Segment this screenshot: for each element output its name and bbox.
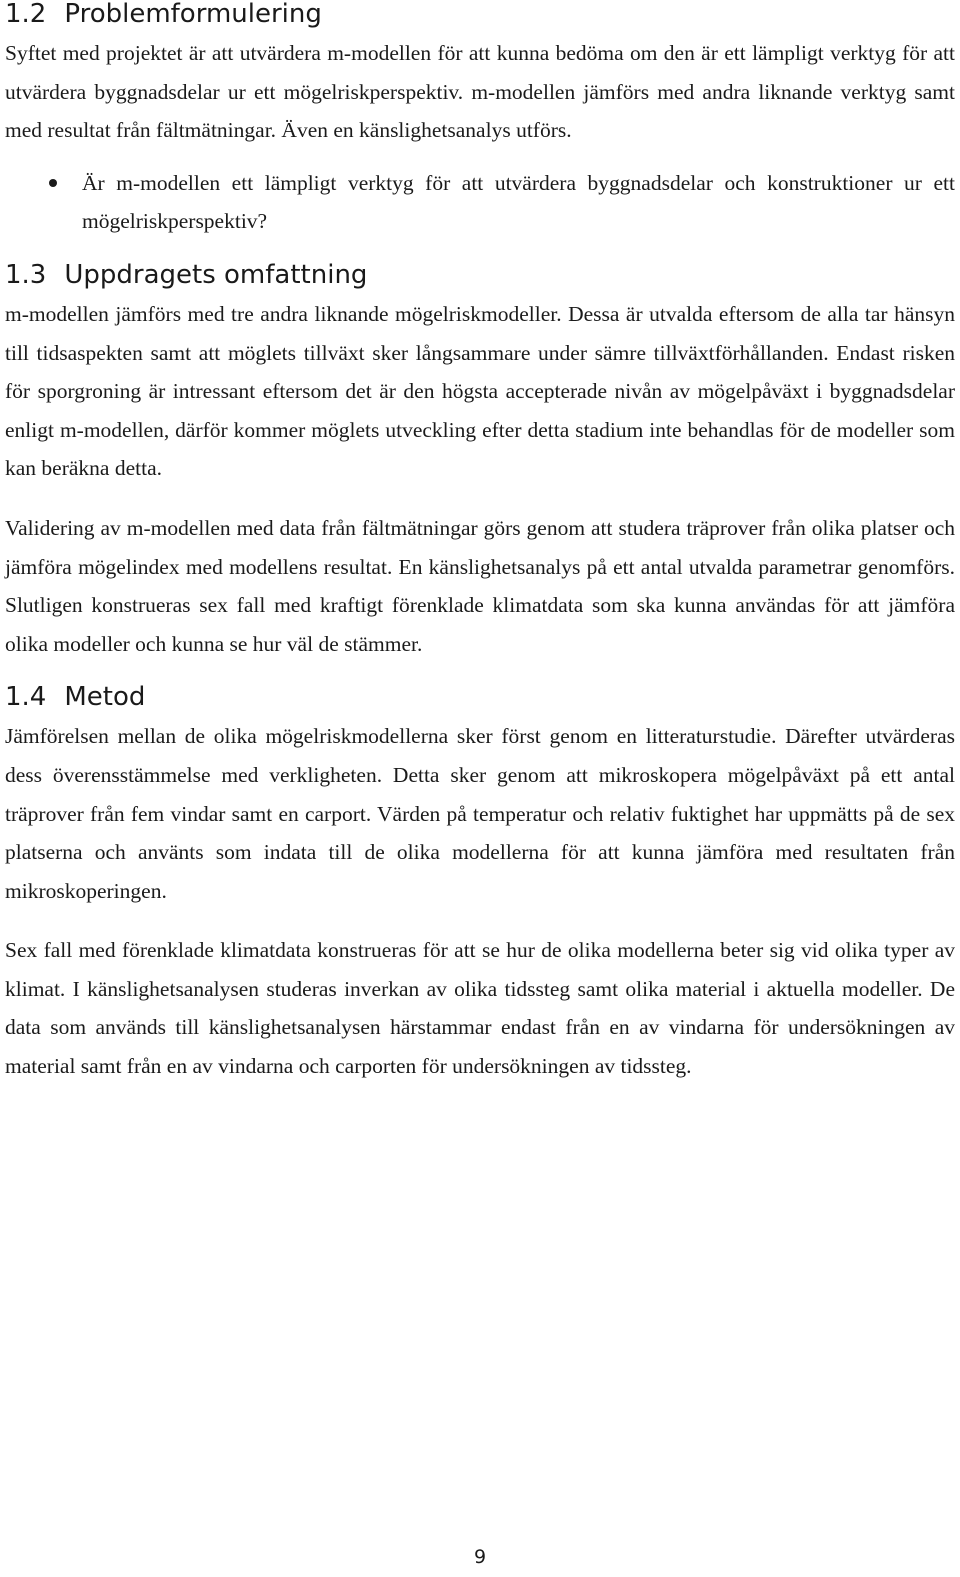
paragraph: m-modellen jämförs med tre andra liknande mögelriskmodeller. Dessa är utvalda eftersom de alla tar hänsyn till tidsaspekten samt att möglets tillväxt sker långsammare under sämre tillväxtförhållanden. Endast risken för sporgroning är intressant eftersom det är den högsta accepterade nivån av mögelpåväxt i byggnadsdelar enligt m-modellen, därför kommer möglets utveckling efter detta stadium inte behandlas för de modeller som kan beräkna detta. [5, 301, 955, 481]
section-title: Problemformulering [64, 0, 322, 29]
document-page [5, 0, 955, 1086]
page-number: 9 [473, 1546, 487, 1568]
paragraph: Validering av m-modellen med data från fältmätningar görs genom att studera träprover från olika platser och jämföra mögelindex med modellens resultat. En känslighetsanalys på ett antal utvalda parametrar genomförs. Slutligen konstrueras sex fall med kraftigt förenklade klimatdata som ska kunna användas för att jämföra olika modeller och kunna se hur väl de stämmer. [5, 515, 955, 656]
paragraph: Sex fall med förenklade klimatdata konstrueras för att se hur de olika modellerna beter sig vid olika typer av klimat. I känslighetsanalysen studeras inverkan av olika tidssteg samt olika material i aktuella modeller. De data som används till känslighetsanalysen härstammar endast från en av vindarna för undersökningen av material samt från en av vindarna och carporten för undersökningen av tidssteg. [5, 938, 955, 1079]
bullet-icon [49, 179, 57, 187]
bullet-list [5, 164, 955, 241]
section-heading-uppdragets-omfattning [5, 261, 955, 289]
bullet-text: Är m-modellen ett lämpligt verktyg för att utvärdera byggnadsdelar och konstruktioner ur ett mögelriskperspektiv? [82, 170, 955, 234]
paragraph: Syftet med projektet är att utvärdera m-modellen för att kunna bedöma om den är ett lämpligt verktyg för att utvärdera byggnadsdelar ur ett mögelriskperspektiv. m-modellen jämförs med andra liknande verktyg samt med resultat från fältmätningar. Även en känslighetsanalys utförs. [5, 41, 955, 143]
section-number: 1.2 [5, 0, 47, 29]
paragraph: Jämförelsen mellan de olika mögelriskmodellerna sker först genom en litteraturstudie. Därefter utvärderas dess överensstämmelse med verkligheten. Detta sker genom att mikroskopera mögelpåväxt på ett antal träprover från fem vindar samt en carport. Värden på temperatur och relativ fuktighet har uppmätts på de sex platserna och använts som indata till de olika modellerna för att kunna jämföra med resultaten från mikroskoperingen. [5, 724, 955, 903]
section-title: Uppdragets omfattning [64, 259, 368, 290]
bullet-item [5, 164, 955, 241]
section-heading-metod [5, 683, 955, 711]
section-title: Metod [64, 682, 146, 713]
section-number: 1.3 [5, 259, 47, 290]
section-heading-problemformulering [5, 0, 955, 28]
section-number: 1.4 [5, 682, 47, 713]
